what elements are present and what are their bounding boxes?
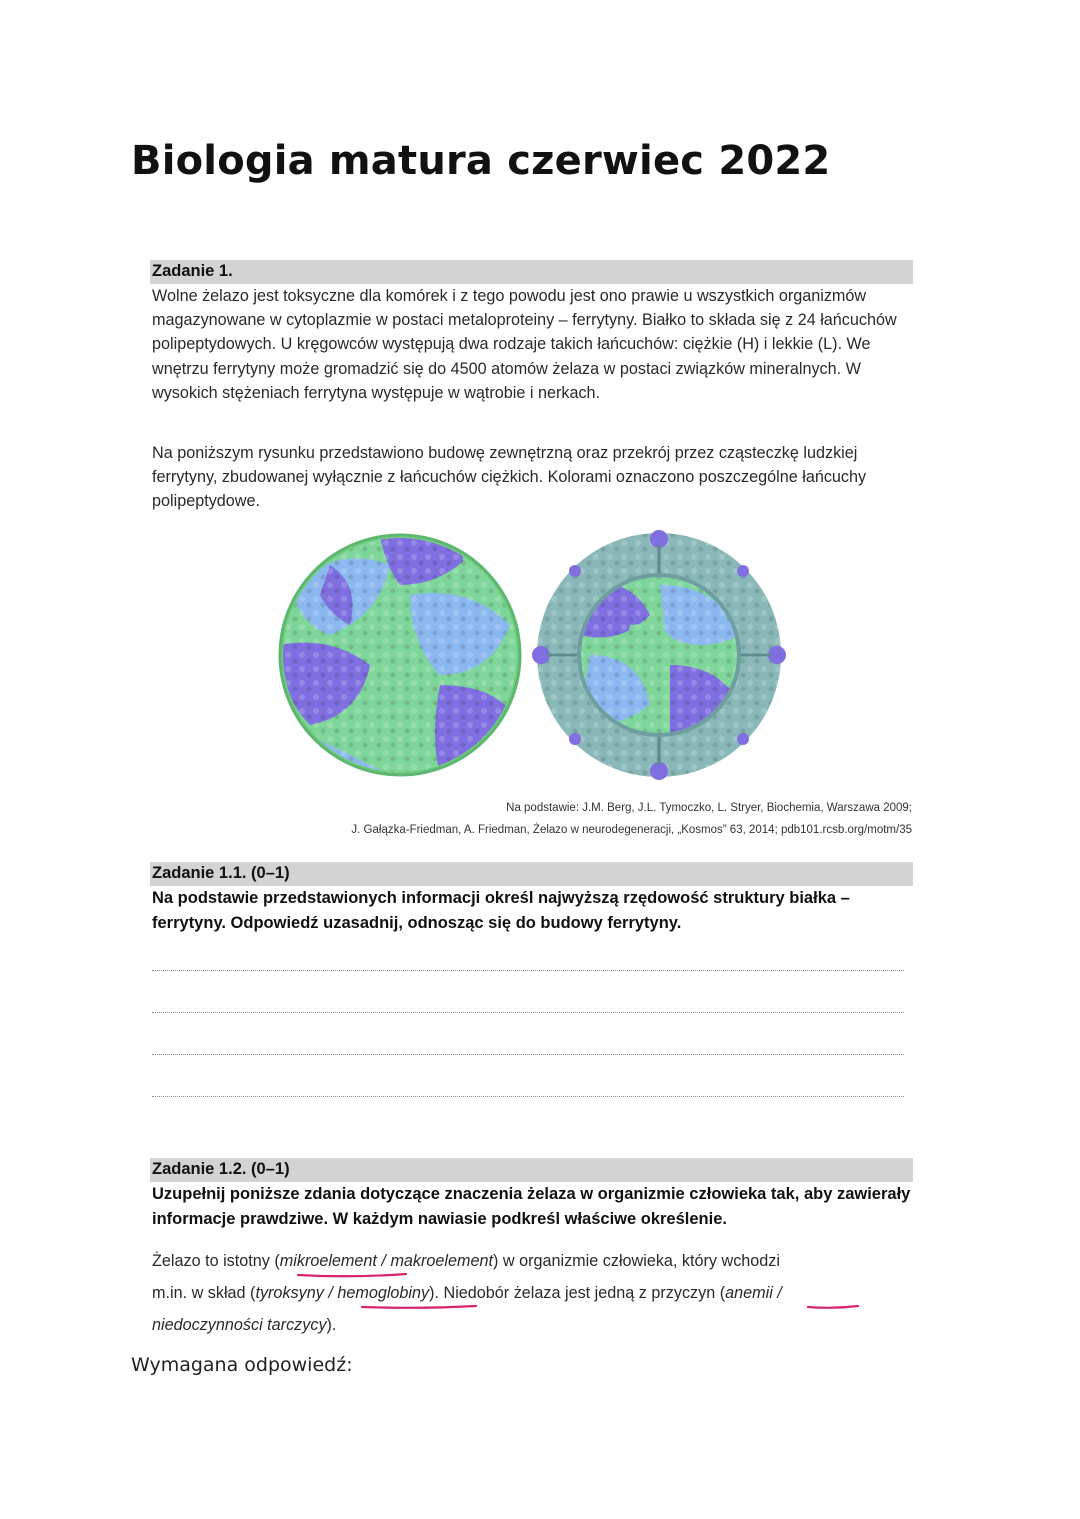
task-1-header-bar — [150, 260, 913, 284]
sentence-text: ). — [326, 1316, 337, 1334]
answer-line — [152, 1012, 904, 1013]
option-makroelement: makroelement — [390, 1252, 494, 1270]
task-1-2-header-bar — [150, 1158, 913, 1182]
task-1-2-header: Zadanie 1.2. (0–1) — [152, 1160, 290, 1178]
sentence-text: ). Niedobór żelaza jest jedną z przyczyn ( — [429, 1284, 726, 1302]
underline-mikroelement — [296, 1272, 408, 1278]
figure-source-line-2: J. Gałązka-Friedman, A. Friedman, Żelazo w neurodegeneracji, „Kosmos” 63, 2014; pdb101.rcsb.org/motm/35 — [351, 824, 912, 836]
answer-sentence-line-1 — [152, 1252, 780, 1271]
task-1-2-question: Uzupełnij poniższe zdania dotyczące znaczenia żelaza w organizmie człowieka tak, aby zawierały informacje prawdziwe. W każdym nawiasie podkreśl właściwe określenie. — [152, 1185, 911, 1228]
option-hemoglobiny: hemoglobiny — [337, 1284, 430, 1302]
ferritin-cross-section-image — [532, 530, 786, 780]
task-1-figure-description: Na poniższym rysunku przedstawiono budowę zewnętrzną oraz przekrój przez cząsteczkę ludzkiej ferrytyny, zbudowanej wyłącznie z łańcuchów ciężkich. Kolorami oznaczono poszczególne łańcuchy polipeptydowe. — [152, 444, 867, 511]
option-niedoczynnosci-tarczycy: niedoczynności tarczycy — [152, 1316, 327, 1334]
task-1-intro-paragraph: Wolne żelazo jest toksyczne dla komórek i z tego powodu jest ono prawie u wszystkich organizmów magazynowane w cytoplazmie w postaci metaloproteiny – ferrytyny. Białko to składa się z 24 łańcuchów polipeptydowych. U kręgowców występują dwa rodzaje takich łańcuchów: ciężkie (H) i lekkie (L). We wnętrzu ferrytyny może gromadzić się do 4500 atomów żelaza w postaci związków mineralnych. W wysokich stężeniach ferrytyna występuje w wątrobie i nerkach. — [152, 287, 897, 402]
option-separator: / — [323, 1284, 338, 1302]
option-separator: / — [376, 1252, 391, 1270]
sentence-text: Żelazo to istotny ( — [152, 1252, 280, 1270]
answer-line — [152, 1096, 904, 1097]
ferritin-figure — [270, 525, 790, 780]
task-1-1-header-bar — [150, 862, 913, 886]
task-1-1-header: Zadanie 1.1. (0–1) — [152, 864, 290, 882]
option-separator: / — [772, 1284, 782, 1302]
answer-sentence-line-2 — [152, 1284, 782, 1303]
sentence-text: ) w organizmie człowieka, który wchodzi — [493, 1252, 780, 1270]
task-1-header: Zadanie 1. — [152, 262, 233, 280]
ferritin-surface-image — [270, 525, 530, 780]
answer-line — [152, 1054, 904, 1055]
figure-source-line-1: Na podstawie: J.M. Berg, J.L. Tymoczko, L. Stryer, Biochemia, Warszawa 2009; — [506, 802, 912, 814]
underline-hemoglobiny — [360, 1304, 478, 1310]
document-title: Biologia matura czerwiec 2022 — [131, 138, 831, 184]
option-tyroksyny: tyroksyny — [255, 1284, 324, 1302]
option-anemii: anemii — [725, 1284, 773, 1302]
option-mikroelement: mikroelement — [279, 1252, 377, 1270]
required-answer-label: Wymagana odpowiedź: — [131, 1354, 353, 1376]
underline-anemii — [806, 1304, 860, 1310]
task-1-1-question: Na podstawie przedstawionych informacji określ najwyższą rzędowość struktury białka – ferrytyny. Odpowiedź uzasadnij, odnosząc się do budowy ferrytyny. — [152, 889, 850, 932]
sentence-text: m.in. w skład ( — [152, 1284, 256, 1302]
answer-line — [152, 970, 904, 971]
answer-sentence-line-3 — [152, 1316, 336, 1335]
